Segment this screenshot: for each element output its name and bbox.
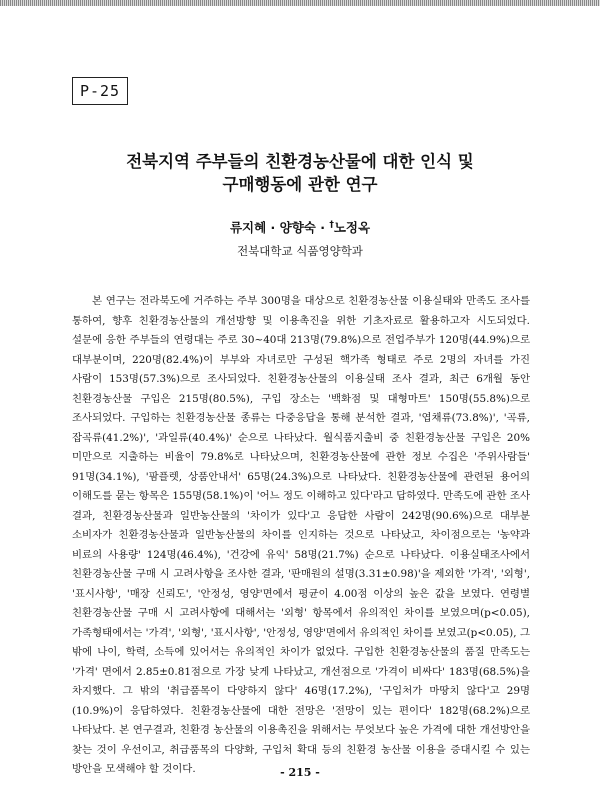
paper-title (60, 150, 540, 196)
page-number: - 215 - (280, 766, 320, 779)
title-line-2: 구매행동에 관한 연구 (222, 175, 378, 194)
poster-number-badge: P-25 (72, 77, 128, 105)
author-list (60, 218, 540, 236)
author-corresponding: 노정옥 (333, 220, 371, 235)
title-line-1: 전북지역 주부들의 친환경농산물에 대한 인식 및 (126, 152, 474, 171)
authors-main: 류지혜 · 양향숙 · (229, 220, 330, 235)
page-top-border (0, 0, 600, 6)
abstract-paragraph: 본 연구는 전라북도에 거주하는 주부 300명을 대상으로 친환경농산물 이용실태와 만족도 조사를 통하여, 향후 친환경농산물의 개선방향 및 이용촉진을 위한 기초자료로 활용하고자 시도되었다. 설문에 응한 주부들의 연령대는 주로 30~40대 213명(79.8%)으로 전업주부가 120명(44.9%)으로 대부분이며, 220명(82.4%)이 부부와 자녀로만 구성된 핵가족 형태로 주로 2명의 자녀를 가진 사람이 153명(57.3%)으로 조사되었다. 친환경농산물의 이용실태 조사 결과, 최근 6개월 동안 친환경농산물 구입은 215명(80.5%), 구입 장소는 '백화점 및 대형마트' 150명(55.8%)으로 조사되었다. 구입하는 친환경농산물 종류는 다중응답을 통해 분석한 결과, '엽채류(73.8%)', '곡류, 잡곡류(41.2%)', '과일류(40.4%)' 순으로 나타났다. 월식품지출비 중 친환경농산물 구입은 20%미만으로 지출하는 비율이 79.8%로 나타났으며, 친환경농산물에 관한 정보 수집은 '주위사람들' 91명(34.1%), '팜플렛, 상품안내서' 65명(24.3%)으로 나타났다. 친환경농산물에 관련된 용어의 이해도를 묻는 항목은 155명(58.1%)이 '어느 정도 이해하고 있다'라고 답하였다. 만족도에 관한 조사 결과, 친환경농산물과 일반농산물의 '차이가 있다'고 응답한 사람이 242명(90.6%)으로 대부분 소비자가 친환경농산물과 일반농산물의 차이를 인지하는 것으로 나타났고, 차이점으로는 '농약과 비료의 사용량' 124명(46.4%), '건강에 유익' 58명(21.7%) 순으로 나타났다. 이용실태조사에서 친환경농산물 구매 시 고려사항을 조사한 결과, '판매원의 설명(3.31±0.98)'을 제외한 '가격', '외형', '표시사항', '매장 신뢰도', '안정성, 영양'면에서 평균이 4.00점 이상의 높은 값을 보였다. 연령별 친환경농산물 구매 시 고려사항에 대해서는 '외형' 항목에서 유의적인 차이를 보였으며(p<0.05), 가족형태에서는 '가격', '외형', '표시사항', '안정성, 영양'면에서 유의적인 차이를 보였고(p<0.05), 그 밖에 나이, 학력, 소득에 있어서는 유의적인 차이가 없었다. 구입한 친환경농산물의 품질 만족도는 '가격' 면에서 2.85±0.81점으로 가장 낮게 나타났고, 개선점으로 '가격이 비싸다' 183명(68.5%)을 차지했다. 그 밖의 '취급품목이 다양하지 않다' 46명(17.2%), '구입처가 마땅치 않다'고 29명(10.9%)이 응답하였다. 친환경농산물에 대한 전망은 '전망이 있는 편이다' 182명(68.2%)으로 나타났다. 본 연구결과, 친환경 농산물의 이용촉진을 위해서는 무엇보다 높은 가격에 대한 개선방안을 찾는 것이 우선이고, 취급품목의 다양화, 구입처 확대 등의 친환경 농산물 이용을 증대시킬 수 있는 방안을 모색해야 할 것이다. (72, 295, 530, 775)
affiliation: 전북대학교 식품영양학과 (237, 244, 363, 258)
corresponding-author-mark: † (329, 219, 334, 230)
